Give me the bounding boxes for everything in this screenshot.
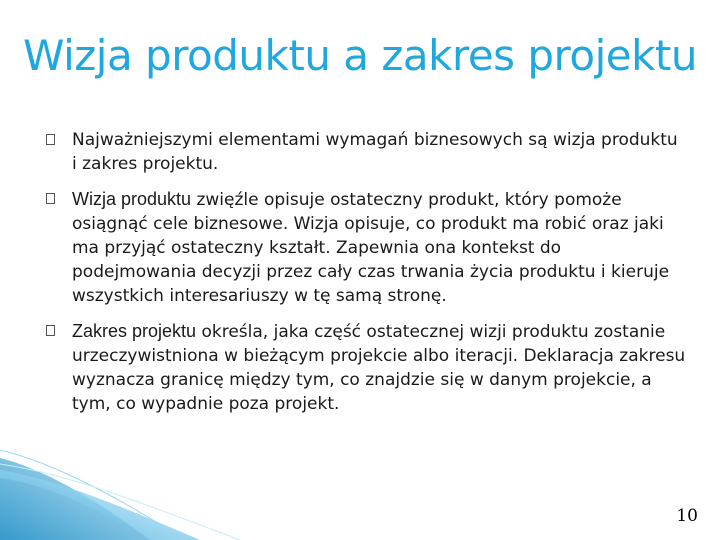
bullet-square-icon — [46, 325, 55, 336]
bullet-item — [46, 319, 686, 416]
bullet-text: zwięźle opisuje ostateczny produkt, który pomoże osiągnąć cele biznesowe. Wizja opisuje, co produkt ma robić oraz jaki ma przyjąć ostateczny kształt. Zapewnia ona kontekst do podejmowania decyzji przez cały czas trwania życia produktu i kieruje wszystkich interesariuszy w tę samą stronę. — [72, 190, 670, 306]
bullet-lead: Wizja produktu — [72, 189, 192, 209]
slide-title: Wizja produktu a zakres projektu — [22, 31, 698, 80]
bullet-lead: Zakres projektu — [72, 321, 197, 341]
bullet-square-icon — [46, 193, 55, 204]
bullet-square-icon — [46, 134, 55, 145]
bullet-text: określa, jaka część ostatecznej wizji produktu zostanie urzeczywistniona w bieżącym projekcie albo iteracji. Deklaracja zakresu wyznacza granicę między tym, co znajdzie się w danym projekcie, a tym, co wypadnie poza projekt. — [72, 322, 686, 414]
bullet-item — [46, 187, 686, 308]
corner-wave-decoration — [0, 440, 260, 540]
bullet-text: Najważniejszymi elementami wymagań biznesowych są wizja produktu i zakres projektu. — [72, 130, 678, 174]
bullet-list — [46, 128, 686, 416]
bullet-item — [46, 128, 686, 176]
page-number: 10 — [676, 506, 698, 526]
